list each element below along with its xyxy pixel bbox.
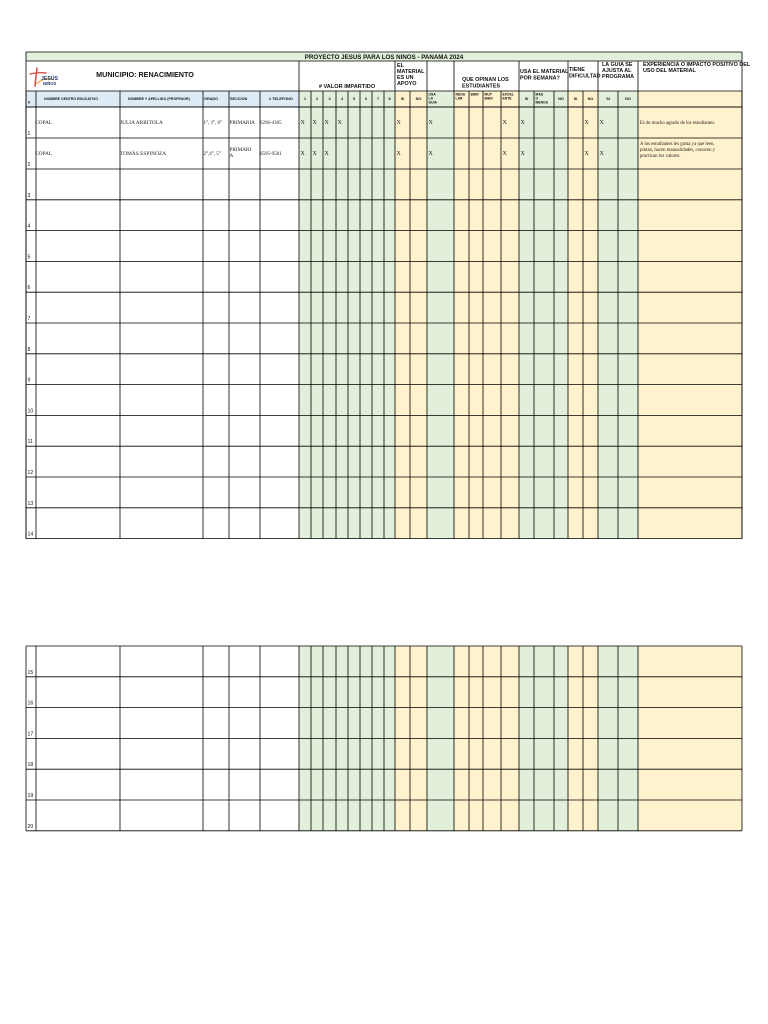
report-title: PROYECTO JESUS PARA LOS NINOS - PANAMA 2024: [304, 54, 464, 62]
cell-mark-si1: X: [396, 120, 401, 126]
cell-seccion: PRIMARIA: [229, 120, 255, 126]
col-header-mas-o-menos: MAS O MENOS: [535, 92, 548, 105]
cell-telefono: 6595-9581: [260, 152, 282, 157]
cell-mark-v1: X: [300, 120, 305, 126]
col-header-v6: 6: [364, 97, 368, 101]
cell-grado: 1°, 3°, 6°: [203, 121, 222, 126]
row-number: 12: [27, 470, 34, 476]
cell-mark-no3: X: [584, 120, 589, 126]
col-header-grado: GRADO: [204, 97, 219, 101]
cell-mark-no3: X: [584, 151, 589, 157]
cell-profesor: JULIA ARRITOLA: [120, 120, 163, 126]
col-header-bien: BIEN: [470, 92, 479, 97]
header-cell-bg: [638, 91, 742, 107]
col-header-no4: NO: [625, 97, 631, 101]
row-number: 14: [27, 531, 34, 538]
col-header-si1: SI: [400, 97, 405, 101]
col-header-muy-bien: MUY BIEN: [484, 92, 493, 101]
col-header-v5: 5: [352, 97, 356, 101]
col-header-centro: NOMBRE CENTRO EDUCATIVO: [44, 97, 99, 101]
col-header-telefono: # TELEFONO: [269, 97, 293, 101]
col-header-v4: 4: [340, 97, 344, 101]
row-number: 4: [27, 223, 31, 230]
cell-mark-si1: X: [396, 151, 401, 157]
col-header-usa-guia: USA LA GUIA: [428, 92, 437, 105]
cell-seccion: PRIMARI A: [229, 147, 252, 159]
row-number: 13: [27, 500, 34, 507]
row-number: 11: [27, 439, 33, 446]
row-number: 3: [27, 192, 31, 199]
logo-cross-horizontal: [30, 73, 46, 74]
col-header-si4: SI: [606, 97, 610, 101]
col-header-regular: REGU LAR: [455, 92, 466, 101]
row-number: 8: [27, 346, 31, 353]
col-header-excelente: EXCEL ENTE: [502, 92, 514, 101]
row-number: 18: [27, 762, 34, 769]
cell-grado: 2°,4°, 5°: [203, 152, 221, 157]
cell-centro: COPAL: [35, 120, 53, 126]
col-header-num: #: [28, 100, 31, 105]
col-header-profesor: NOMBRE Y APELLIDO (PROFESOR): [128, 97, 190, 101]
col-header-v2: 2: [315, 97, 319, 101]
col-header-v7: 7: [376, 97, 380, 101]
col-header-no1: NO: [415, 97, 422, 101]
cell-mark-v2: X: [312, 120, 317, 126]
row-number: 7: [27, 316, 31, 322]
row-number: 19: [27, 793, 34, 799]
cell-mark-si4: X: [599, 120, 604, 126]
col-header-v8: 8: [388, 97, 391, 101]
valor-impartido-header: # VALOR IMPARTIDO: [318, 84, 376, 90]
cell-mark-si2: X: [520, 151, 525, 157]
cell-profesor: TOMÁS ESPINOZA: [120, 151, 167, 157]
logo: [30, 68, 59, 86]
cell-experiencia: A los estudiantes les gusta ya que leen, pintan, hacen manualidades, conocen y practican los valores.: [640, 142, 716, 159]
cell-centro: COPAL: [35, 151, 53, 157]
row-number: 1: [27, 131, 31, 137]
cell-experiencia: Es de mucho agrado de los estudiantes.: [640, 121, 716, 126]
municipio-label: MUNICIPIO: RENACIMIENTO: [96, 70, 194, 79]
row-number: 20: [27, 823, 34, 830]
col-header-si3: SI: [573, 97, 578, 101]
dificultad-header: TIENE DIFICULTAD: [569, 67, 601, 80]
cell-mark-usa-guia: X: [428, 151, 433, 157]
col-header-v1: 1: [303, 97, 307, 101]
row-number: 9: [27, 377, 31, 384]
cell-mark-v4: X: [337, 120, 342, 126]
row-number: 17: [27, 731, 34, 738]
row-number: 2: [27, 162, 31, 168]
col-header-si2: SI: [524, 97, 529, 101]
cell-mark-v3: X: [324, 120, 329, 126]
cell-mark-v1: X: [300, 151, 305, 157]
logo-text-ninos: NIÑOS: [43, 81, 57, 86]
col-header-seccion: SECCION: [230, 97, 248, 101]
row-number: 5: [27, 254, 31, 261]
experiencia-header: EXPERIENCIA O IMPACTO POSITIVO DEL USO DEL MATERIAL: [643, 62, 751, 74]
cell-mark-si2: X: [520, 120, 525, 126]
opinan-header: QUE OPINAN LOS ESTUDIANTES: [462, 77, 509, 90]
cell-mark-excelente: X: [502, 120, 507, 126]
cell-mark-si4: X: [599, 151, 604, 157]
row-number: 15: [27, 669, 34, 676]
cell-mark-usa-guia: X: [428, 120, 433, 126]
cell-mark-excelente: X: [502, 151, 507, 157]
cell-telefono: 6296-4305: [260, 121, 282, 126]
col-header-no3: NO: [587, 97, 594, 101]
col-header-no2: NO: [558, 97, 564, 101]
row-number: 6: [27, 285, 31, 292]
logo-text-jesus: JESÚS: [41, 76, 59, 82]
row-number: 10: [27, 408, 34, 415]
col-header-v3: 3: [328, 97, 331, 101]
cell-mark-v3: X: [324, 151, 329, 157]
row-number: 16: [27, 700, 34, 707]
material-apoyo-header: EL MATERIAL ES UN APOYO: [397, 63, 425, 87]
guia-ajusta-header: LA GUIA SE AJUSTA AL PROGRAMA: [602, 62, 635, 80]
usa-material-header: USA EL MATERIAL POR SEMANA?: [520, 69, 569, 82]
cell-mark-v2: X: [312, 151, 317, 157]
